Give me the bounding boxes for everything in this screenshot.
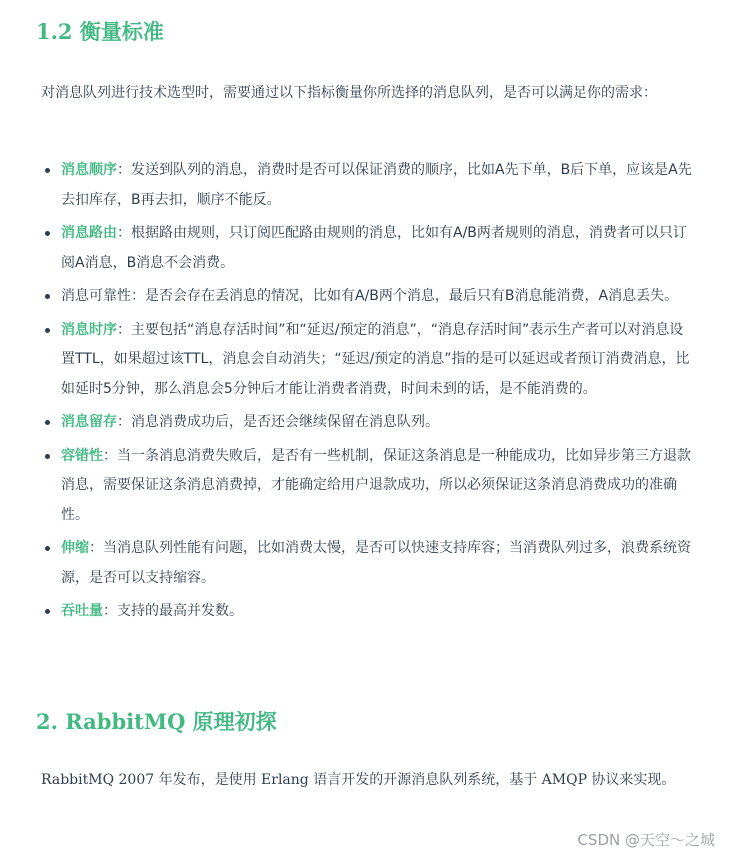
list-item-separator: ：	[131, 288, 145, 304]
list-item-text: 支持的最高并发数。	[117, 603, 243, 619]
list-item-separator: ：	[117, 414, 131, 430]
csdn-watermark: CSDN @天空～之城	[577, 831, 715, 849]
list-item-term: 容错性	[61, 447, 103, 464]
list-item-text: 是否会存在丢消息的情况，比如有A/B两个消息，最后只有B消息能消费，A消息丢失。	[145, 288, 679, 304]
list-item-text: 消息消费成功后，是否还会继续保留在消息队列。	[131, 414, 439, 430]
list-item-text: 当消息队列性能有问题，比如消费太慢，是否可以快速支持库容；当消费队列过多，浪费系统资源，是否可以支持缩容。	[61, 540, 691, 586]
list-item-fault-tolerance	[42, 442, 694, 531]
list-item-separator: ：	[117, 321, 131, 338]
list-item-term: 消息可靠性	[61, 288, 131, 304]
list-item-term: 吞吐量	[61, 603, 103, 619]
list-item-term: 消息时序	[61, 321, 117, 338]
list-item-term: 消息路由	[61, 225, 117, 241]
list-item-scalability	[42, 534, 694, 593]
list-item-message-retention	[42, 408, 694, 438]
list-item-term: 消息顺序	[61, 162, 117, 178]
list-item-term: 伸缩	[61, 540, 89, 556]
list-item-separator: ：	[117, 225, 131, 241]
section-heading-rabbitmq: 2. RabbitMQ 原理初探	[36, 709, 277, 734]
list-item-term: 消息留存	[61, 414, 117, 430]
list-item-throughput	[42, 597, 694, 627]
list-item-text: 当一条消息消费失败后，是否有一些机制，保证这条消息是一种能成功，比如异步第三方退款消息，需要保证这条消息消费掉，才能确定给用户退款成功，所以必须保证这条消息消费成功的准确性。	[61, 447, 691, 523]
list-item-text: 主要包括“消息存活时间”和“延迟/预定的消息”，“消息存活时间”表示生产者可以对消息设置TTL，如果超过该TTL，消息会自动消失；“延迟/预定的消息”指的是可以延迟或者预订消费消息，比如延时5分钟，那么消息会5分钟后才能让消费者消费，时间未到的话，是不能消费的。	[61, 321, 690, 397]
list-item-message-order	[42, 156, 694, 215]
list-item-message-timing	[42, 316, 694, 405]
section-heading-criteria: 1.2 衡量标准	[36, 19, 164, 44]
list-item-separator: ：	[103, 603, 117, 619]
list-item-message-routing	[42, 219, 694, 278]
list-item-separator: ：	[117, 162, 131, 178]
list-item-text: 发送到队列的消息，消费时是否可以保证消费的顺序，比如A先下单，B后下单，应该是A先去扣库存，B再去扣，顺序不能反。	[61, 162, 692, 208]
list-item-text: 根据路由规则，只订阅匹配路由规则的消息，比如有A/B两者规则的消息，消费者可以只订阅A消息，B消息不会消费。	[61, 225, 687, 271]
criteria-list	[42, 156, 694, 631]
rabbitmq-intro-paragraph: RabbitMQ 2007 年发布，是使用 Erlang 语言开发的开源消息队列系统，基于 AMQP 协议来实现。	[41, 772, 676, 788]
list-item-message-reliability	[42, 282, 694, 312]
list-item-separator: ：	[103, 447, 117, 464]
list-item-separator: ：	[89, 540, 103, 556]
criteria-intro-paragraph: 对消息队列进行技术选型时，需要通过以下指标衡量你所选择的消息队列，是否可以满足你的需求：	[41, 85, 657, 101]
